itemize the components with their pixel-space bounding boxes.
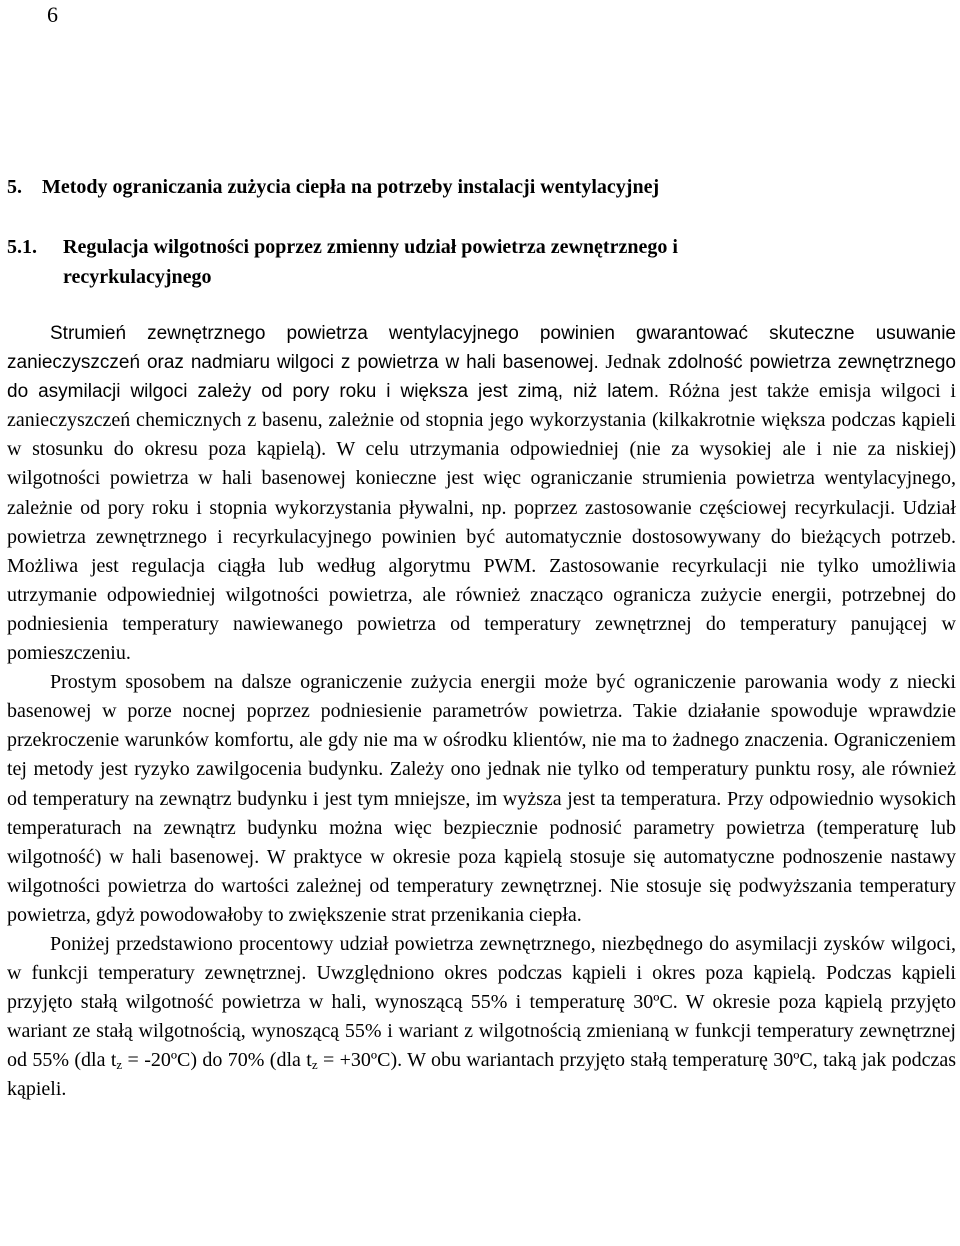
paragraph-3: [7, 930, 956, 1105]
paragraph-2: Prostym sposobem na dalsze ograniczenie zużycia energii może być ograniczenie parowania wody z niecki basenowej w porze nocnej poprzez podniesienie parametrów powietrza. Takie działanie spowoduje wprawdzie przekroczenie warunków komfortu, ale gdy nie ma w ośrodku klientów, nie ma to żadnego znaczenia. Ograniczeniem tej metody jest ryzyko zawilgocenia budynku. Zależy ono jednak nie tylko od temperatury punktu rosy, ale również od temperatury na zewnątrz budynku i jest tym mniejsze, im wyższa jest ta temperatura. Przy odpowiednio wysokich temperaturach na zewnątrz budynku można więc bezpiecznie podnosić parametry powietrza (temperaturę lub wilgotność) w hali basenowej. W praktyce w okresie poza kąpielą stosuje się automatyczne podnoszenie nastawy wilgotności powietrza do wartości zależnej od temperatury zewnętrznej. Nie stosuje się podwyższania temperatury powietrza, gdyż powodowałoby to zwiększenie strat przenikania ciepła.: [7, 671, 956, 926]
paragraph-1-sans-part-2: zdolność powietrza zewnętrznego do asymilacji wilgoci zależy od pory roku i większa jest zimą, niż latem.: [7, 352, 956, 403]
paragraph-3-text-mid: = -20ºC) do 70% (dla t: [122, 1049, 312, 1072]
paragraph-3-text-after: = +30ºC). W obu wariantach przyjęto stałą temperaturę 30ºC, taką jak podczas kąpieli.: [7, 1049, 956, 1101]
subscript-z-2: z: [311, 1057, 318, 1073]
paragraph-1-sans-part: Strumień zewnętrznego powietrza wentylacyjnego powinien gwarantować skuteczne usuwanie zanieczyszczeń oraz nadmiaru wilgoci z powietrza w hali basenowej.: [7, 323, 956, 374]
section-title: Metody ograniczania zużycia ciepła na potrzeby instalacji wentylacyjnej: [42, 176, 660, 198]
paragraph-1-serif-part-1: Jednak: [598, 351, 668, 374]
paragraph-1-serif-part-2: Różna jest także emisja wilgoci i zanieczyszczeń chemicznych z basenu, zależnie od stopnia jego wykorzystania (kilkakrotnie większa podczas kąpieli w stosunku do okresu poza kąpielą). W celu utrzymania odpowiedniej (nie za wysokiej ale i nie za niskiej) wilgotności powietrza w hali basenowej konieczne jest więc ograniczanie strumienia powietrza wentylacyjnego, zależnie od pory roku i stopnia wykorzystania pływalni, np. poprzez zastosowanie częściowej recyrkulacji. Udział powietrza zewnętrznego i recyrkulacyjnego powinien być automatycznie dostosowywany do bieżących potrzeb. Możliwa jest regulacja ciągła lub według algorytmu PWM. Zastosowanie recyrkulacji nie tylko umożliwia utrzymanie odpowiedniej wilgotności powietrza, ale również znacząco ogranicza zużycie energii, potrzebnej do podniesienia temperatury nawiewanego powietrza od temperatury zewnętrznej do temperatury panującej w pomieszczeniu.: [7, 380, 956, 665]
section-heading: [7, 174, 957, 200]
subsection-title-line1: Regulacja wilgotności poprzez zmienny udział powietrza zewnętrznego i: [63, 236, 678, 258]
paragraph-1: [7, 319, 956, 668]
subsection-heading: [7, 232, 957, 292]
subsection-title-line2: recyrkulacyjnego: [63, 266, 212, 288]
page-number: 6: [47, 2, 58, 27]
subsection-number: 5.1.: [7, 236, 37, 258]
section-number: 5.: [7, 176, 22, 198]
paragraph-3-text-before: Poniżej przedstawiono procentowy udział powietrza zewnętrznego, niezbędnego do asymilacji zysków wilgoci, w funkcji temperatury zewnętrznej. Uwzględniono okres podczas kąpieli i okres poza kąpielą. Podczas kąpieli przyjęto stałą wilgotność powietrza w hali, wynoszącą 55% i temperaturę 30ºC. W okresie poza kąpielą przyjęto wariant ze stałą wilgotnością, wynoszącą 55% i wariant z wilgotnością zmienianą w funkcji temperatury zewnętrznej od 55% (dla t: [7, 932, 956, 1072]
subscript-z-1: z: [116, 1057, 123, 1073]
body-text: [7, 319, 956, 1105]
